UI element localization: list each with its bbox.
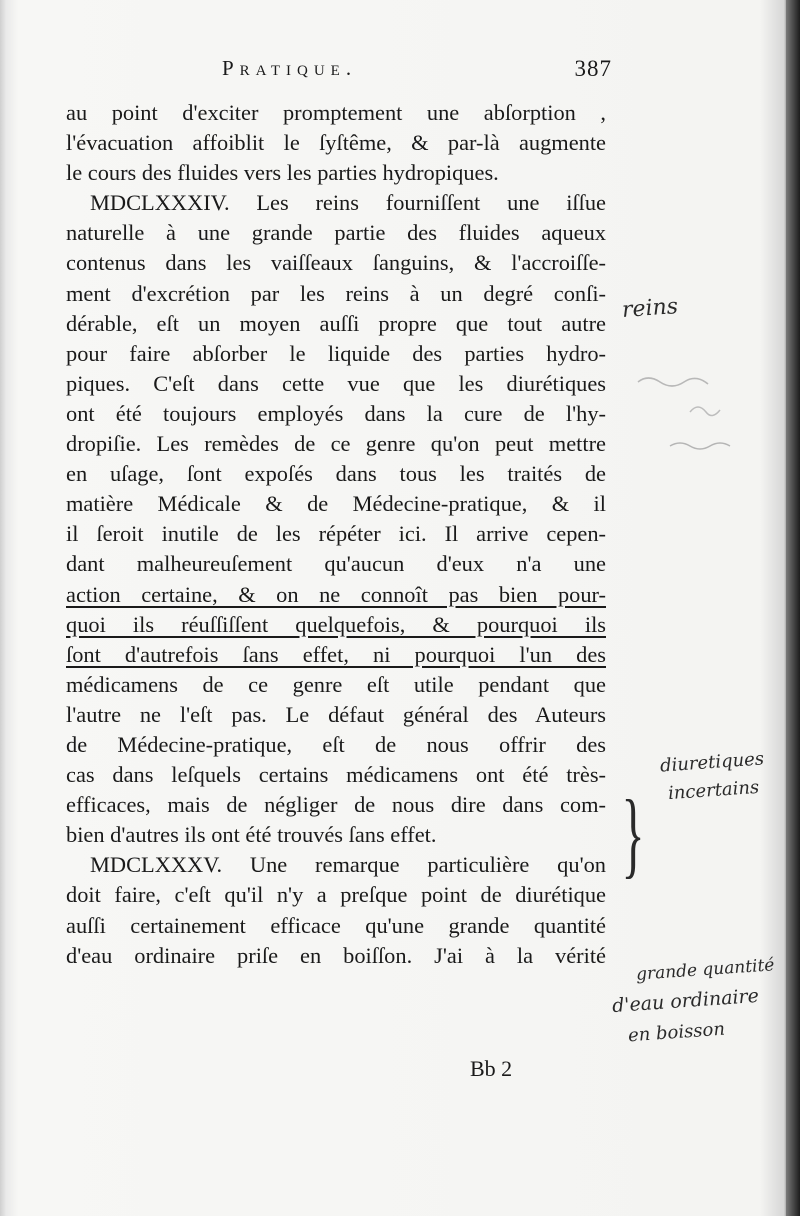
text-line: auſſi certainement efficace qu'une grande quantité: [66, 912, 606, 938]
margin-note-incertains: incertains: [667, 776, 760, 805]
text-line: bien d'autres ils ont été trouvés ſans effet.: [66, 822, 437, 848]
page-number: 387: [574, 56, 612, 81]
underlined-text-line: quoi ils réuſſiſſent quelquefois, & pourquoi ils: [66, 611, 606, 637]
body-text: [66, 98, 606, 971]
text-line: piques. C'eſt dans cette vue que les diurétiques: [66, 370, 606, 396]
text-line: le cours des fluides vers les parties hydropiques.: [66, 160, 499, 186]
text-line: médicamens de ce genre eſt utile pendant que: [66, 671, 606, 697]
text-line: naturelle à une grande partie des fluides aqueux: [66, 220, 606, 246]
signature-mark: Bb 2: [470, 1056, 513, 1081]
text-line: MDCLXXXIV. Les reins fourniſſent une iſſue: [90, 190, 606, 216]
text-line: MDCLXXXV. Une remarque particulière qu'on: [90, 852, 606, 878]
text-line: l'autre ne l'eſt pas. Le défaut général des Auteurs: [66, 701, 606, 727]
text-line: dant malheureuſement qu'aucun d'eux n'a une: [66, 551, 606, 577]
text-line: matière Médicale & de Médecine-pratique, & il: [66, 491, 606, 517]
text-line: ont été toujours employés dans la cure de l'hy-: [66, 400, 606, 426]
margin-note-diuretiques: diuretiques: [659, 748, 765, 777]
text-line: doit faire, c'eſt qu'il n'y a preſque point de diurétique: [66, 882, 606, 908]
margin-brace: }: [621, 780, 645, 887]
margin-note-reins: reins: [621, 294, 679, 323]
text-line: contenus dans les vaiſſeaux ſanguins, & l'accroiſſe-: [66, 250, 606, 276]
faint-margin-scribbles: [630, 360, 770, 470]
text-line: dropiſie. Les remèdes de ce genre qu'on peut mettre: [66, 431, 606, 457]
text-line: en uſage, ſont expoſés dans tous les traités de: [66, 461, 606, 487]
text-line: ment d'excrétion par les reins à un degré conſi-: [66, 280, 606, 306]
underlined-text-line: action certaine, & on ne connoît pas bien pour-: [66, 581, 606, 607]
running-head: [222, 56, 612, 86]
page-edge-shadow: [786, 0, 800, 1216]
margin-note-grande-quantite: grande quantité: [635, 955, 776, 985]
text-line: au point d'exciter promptement une abſorption ,: [66, 100, 606, 125]
underlined-text-line: ſont d'autrefois ſans effet, ni pourquoi l'un des: [66, 641, 606, 667]
text-line: pour faire abſorber le liquide des parties hydro-: [66, 340, 606, 366]
text-line: de Médecine-pratique, eſt de nous offrir des: [66, 731, 606, 757]
margin-note-en-boisson: en boisson: [627, 1018, 726, 1047]
margin-note-eau-ordinaire: d'eau ordinaire: [611, 984, 760, 1018]
text-line: efficaces, mais de négliger de nous dire dans com-: [66, 792, 606, 818]
text-line: cas dans leſquels certains médicamens ont été très-: [66, 762, 606, 788]
text-line: d'eau ordinaire priſe en boiſſon. J'ai à la vérité: [66, 942, 606, 968]
running-title: Pratique.: [222, 56, 358, 80]
text-line: dérable, eſt un moyen auſſi propre que tout autre: [66, 310, 606, 336]
text-line: l'évacuation affoiblit le ſyſtême, & par-là augmente: [66, 130, 606, 156]
text-line: il ſeroit inutile de les répéter ici. Il arrive cepen-: [66, 521, 606, 547]
